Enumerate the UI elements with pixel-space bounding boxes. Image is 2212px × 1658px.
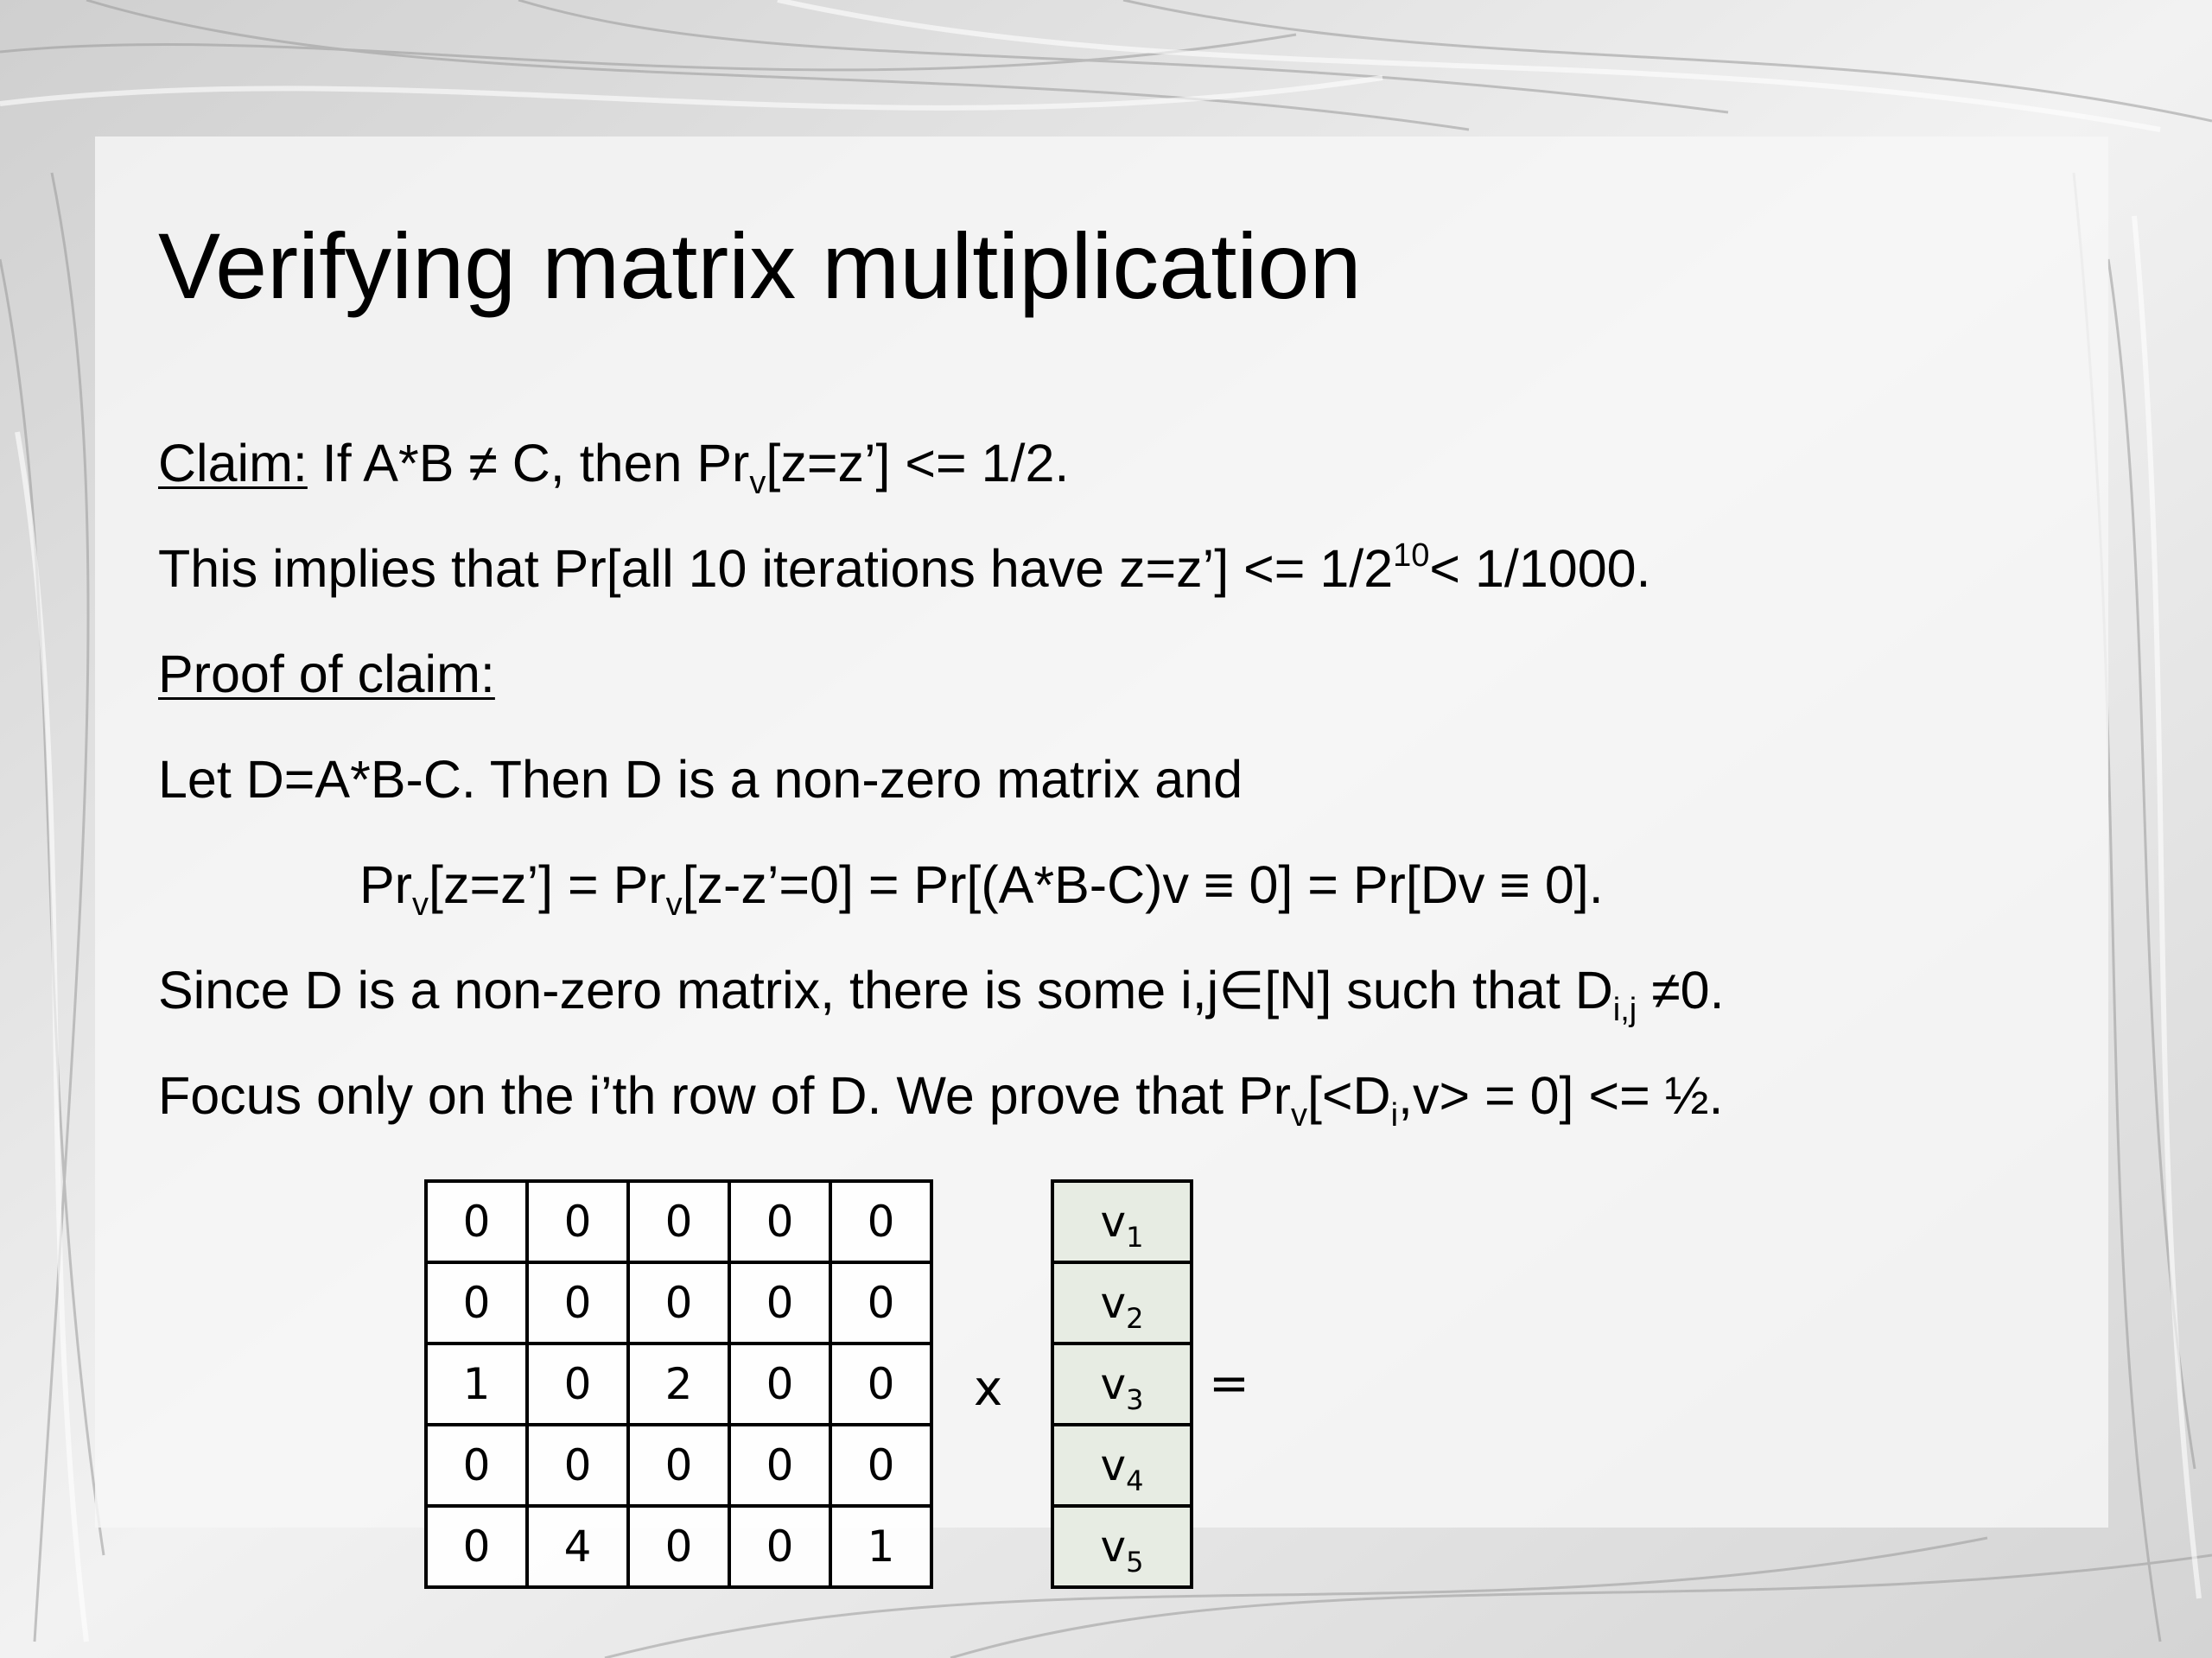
eq-subscript: v: [665, 886, 683, 923]
matrix-cell: 0: [830, 1425, 931, 1506]
matrix-cell: 0: [628, 1181, 729, 1262]
matrix-cell: 0: [729, 1506, 830, 1587]
eq-part: [z=z’] = Pr: [429, 855, 666, 914]
matrix-row: [426, 1506, 931, 1587]
matrix-cell: 0: [830, 1181, 931, 1262]
vector-subscript: 5: [1126, 1546, 1144, 1579]
implies-superscript: 10: [1393, 537, 1430, 574]
let-line: Let D=A*B-C. Then D is a non-zero matrix and: [158, 750, 1243, 809]
vector-cell: [1052, 1506, 1192, 1587]
vector-subscript: 1: [1126, 1221, 1144, 1254]
vector-row: [1052, 1344, 1192, 1425]
since-line: [158, 959, 1725, 1028]
vector-subscript: 4: [1126, 1464, 1144, 1497]
since-text: Since D is a non-zero matrix, there is some i,j∈[N] such that D: [158, 961, 1613, 1020]
focus-subscript: v: [1290, 1097, 1307, 1134]
since-subscript: i,j: [1612, 992, 1637, 1028]
vector-row: [1052, 1425, 1192, 1506]
vector-base: v: [1100, 1197, 1127, 1247]
matrix-cell: 0: [426, 1181, 527, 1262]
matrix-cell: 0: [830, 1344, 931, 1425]
vector-row: [1052, 1181, 1192, 1262]
matrix-cell: 1: [426, 1344, 527, 1425]
implies-line: [158, 537, 1651, 600]
vector-base: v: [1100, 1440, 1127, 1490]
matrix-row: [426, 1425, 931, 1506]
matrix-cell: 0: [527, 1181, 628, 1262]
matrix-cell: 0: [729, 1344, 830, 1425]
matrix-d: [424, 1179, 933, 1589]
vector-subscript: 3: [1126, 1383, 1144, 1416]
vector-cell: [1052, 1181, 1192, 1262]
matrix-cell: 0: [830, 1262, 931, 1344]
eq-part: Pr: [359, 855, 412, 914]
matrix-cell: 4: [527, 1506, 628, 1587]
eq-subscript: v: [412, 886, 429, 923]
claim-line: [158, 432, 1070, 501]
eq-part: [z-z’=0] = Pr[(A*B-C)v ≡ 0] = Pr[Dv ≡ 0].: [682, 855, 1604, 914]
vector-base: v: [1100, 1359, 1127, 1409]
focus-subscript: i: [1390, 1097, 1399, 1134]
implies-text-end: < 1/1000.: [1429, 539, 1651, 598]
vector-subscript: 2: [1126, 1302, 1144, 1335]
since-text-end: ≠0.: [1637, 961, 1725, 1020]
matrix-row: [426, 1262, 931, 1344]
slide-title: Verifying matrix multiplication: [158, 213, 1362, 318]
matrix-cell: 0: [527, 1262, 628, 1344]
vector-cell: [1052, 1425, 1192, 1506]
matrix-cell: 0: [628, 1506, 729, 1587]
claim-subscript: v: [749, 465, 766, 501]
matrix-row: [426, 1344, 931, 1425]
focus-text-end: ,v> = 0] <= ½.: [1398, 1066, 1724, 1125]
matrix-cell: 0: [729, 1425, 830, 1506]
matrix-cell: 0: [628, 1262, 729, 1344]
matrix-cell: 0: [527, 1344, 628, 1425]
proof-line: [158, 643, 495, 705]
matrix-cell: 0: [729, 1262, 830, 1344]
claim-text-end: [z=z’] <= 1/2.: [766, 434, 1070, 492]
vector-row: [1052, 1506, 1192, 1587]
equals-operator: =: [1209, 1356, 1249, 1412]
matrix-cell: 0: [628, 1425, 729, 1506]
times-operator: x: [974, 1361, 1003, 1417]
vector-base: v: [1100, 1278, 1127, 1328]
claim-label: Claim:: [158, 434, 308, 492]
matrix-cell: 1: [830, 1506, 931, 1587]
claim-text: If A*B ≠ C, then Pr: [307, 434, 750, 492]
focus-line: [158, 1064, 1724, 1134]
focus-text: Focus only on the i’th row of D. We prove that Pr: [158, 1066, 1291, 1125]
matrix-cell: 0: [426, 1425, 527, 1506]
vector-cell: [1052, 1344, 1192, 1425]
focus-text: [<D: [1306, 1066, 1391, 1125]
matrix-cell: 0: [426, 1262, 527, 1344]
vector-v: [1051, 1179, 1193, 1589]
matrix-cell: 0: [527, 1425, 628, 1506]
equation-line: [359, 854, 1604, 923]
matrix-cell: 0: [729, 1181, 830, 1262]
implies-text: This implies that Pr[all 10 iterations have z=z’] <= 1/2: [158, 539, 1394, 598]
vector-base: v: [1100, 1521, 1127, 1572]
vector-row: [1052, 1262, 1192, 1344]
matrix-cell: 0: [426, 1506, 527, 1587]
matrix-cell: 2: [628, 1344, 729, 1425]
matrix-row: [426, 1181, 931, 1262]
vector-cell: [1052, 1262, 1192, 1344]
proof-label: Proof of claim:: [158, 645, 495, 703]
